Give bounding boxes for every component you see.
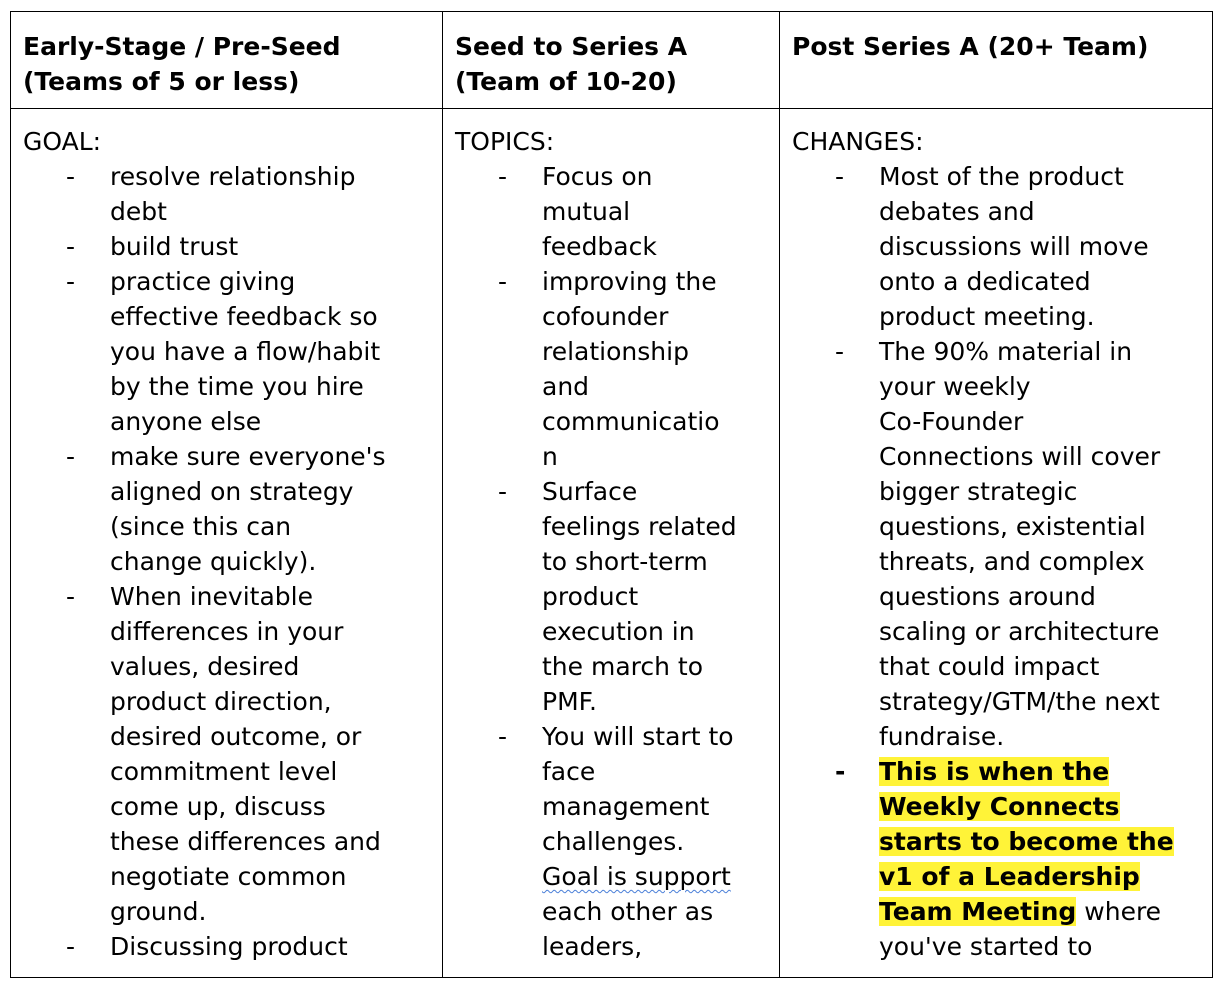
item-line: you've started to bbox=[879, 932, 1093, 961]
item-line: management bbox=[542, 792, 710, 821]
bullet-dash: - bbox=[66, 267, 76, 296]
changes-list bbox=[792, 159, 1200, 964]
item-line: ground. bbox=[110, 897, 207, 926]
highlighted-text: Weekly Connects bbox=[879, 792, 1120, 821]
item-line: commitment level bbox=[110, 757, 338, 786]
item-line: product meeting. bbox=[879, 302, 1095, 331]
item-line: fundraise. bbox=[879, 722, 1005, 751]
item-line: practice giving bbox=[110, 267, 296, 296]
item-line bbox=[879, 824, 1200, 859]
bullet-dash: - bbox=[66, 162, 76, 191]
highlighted-text: This is when the bbox=[879, 757, 1110, 786]
list-item bbox=[455, 474, 768, 719]
item-line: by the time you hire bbox=[110, 372, 364, 401]
bullet-dash: - bbox=[66, 232, 76, 261]
item-line: change quickly). bbox=[110, 547, 317, 576]
list-item bbox=[23, 579, 431, 929]
item-line: come up, discuss bbox=[110, 792, 326, 821]
section-label-changes: CHANGES: bbox=[792, 127, 924, 156]
goal-list bbox=[23, 159, 431, 964]
list-item bbox=[455, 264, 768, 474]
item-line: Connections will cover bbox=[879, 442, 1161, 471]
item-line: bigger strategic bbox=[879, 477, 1078, 506]
bullet-dash: - bbox=[835, 757, 846, 786]
item-line: and bbox=[542, 372, 590, 401]
list-item bbox=[455, 159, 768, 264]
item-line: improving the bbox=[542, 267, 717, 296]
item-line: feelings related bbox=[542, 512, 737, 541]
item-line: When inevitable bbox=[110, 582, 313, 611]
item-line: face bbox=[542, 757, 596, 786]
item-line bbox=[879, 859, 1200, 894]
item-line: you have a flow/habit bbox=[110, 337, 381, 366]
list-item bbox=[23, 264, 431, 439]
item-line: debates and bbox=[879, 197, 1035, 226]
item-line: You will start to bbox=[542, 722, 734, 751]
item-line: your weekly bbox=[879, 372, 1031, 401]
item-line: Discussing product bbox=[110, 932, 348, 961]
item-line: cofounder bbox=[542, 302, 669, 331]
item-line: PMF. bbox=[542, 687, 597, 716]
topics-list bbox=[455, 159, 768, 964]
item-line: these differences and bbox=[110, 827, 381, 856]
list-item bbox=[23, 159, 431, 229]
section-label-goal: GOAL: bbox=[23, 127, 102, 156]
item-line: to short-term bbox=[542, 547, 708, 576]
item-line: scaling or architecture bbox=[879, 617, 1160, 646]
item-line: onto a dedicated bbox=[879, 267, 1091, 296]
item-line: threats, and complex bbox=[879, 547, 1145, 576]
list-item bbox=[792, 159, 1200, 334]
item-line: questions around bbox=[879, 582, 1096, 611]
bullet-dash: - bbox=[498, 267, 508, 296]
bullet-dash: - bbox=[835, 337, 845, 366]
item-line: build trust bbox=[110, 232, 239, 261]
item-line bbox=[879, 754, 1200, 789]
item-line: product bbox=[542, 582, 639, 611]
header-line: Seed to Series A bbox=[455, 32, 688, 61]
list-item bbox=[792, 334, 1200, 754]
item-line: Focus on bbox=[542, 162, 653, 191]
body-cell-goal[interactable] bbox=[11, 109, 443, 977]
header-cell-post-series-a[interactable] bbox=[780, 12, 1212, 108]
document-table bbox=[10, 11, 1213, 978]
body-cell-topics[interactable] bbox=[443, 109, 780, 977]
header-line: (Team of 10-20) bbox=[455, 67, 677, 96]
spellcheck-underlined-text[interactable]: Goal is support bbox=[542, 862, 731, 891]
bullet-dash: - bbox=[498, 162, 508, 191]
item-line: Co-Founder bbox=[879, 407, 1024, 436]
trailing-text: where bbox=[1076, 897, 1162, 926]
bullet-dash: - bbox=[66, 442, 76, 471]
item-line bbox=[879, 789, 1200, 824]
section-label-topics: TOPICS: bbox=[455, 127, 555, 156]
item-line: n bbox=[542, 442, 558, 471]
bullet-dash: - bbox=[66, 932, 76, 961]
item-line: mutual bbox=[542, 197, 631, 226]
bullet-dash: - bbox=[66, 582, 76, 611]
item-line: questions, existential bbox=[879, 512, 1146, 541]
item-line: negotiate common bbox=[110, 862, 347, 891]
item-line: anyone else bbox=[110, 407, 262, 436]
item-line: Most of the product bbox=[879, 162, 1124, 191]
item-line: values, desired bbox=[110, 652, 300, 681]
header-line: Early-Stage / Pre-Seed bbox=[23, 32, 341, 61]
list-item-highlighted bbox=[792, 754, 1200, 964]
item-line: the march to bbox=[542, 652, 704, 681]
item-line: debt bbox=[110, 197, 167, 226]
list-item bbox=[23, 929, 431, 964]
item-line: relationship bbox=[542, 337, 689, 366]
item-line: (since this can bbox=[110, 512, 292, 541]
highlighted-text: Team Meeting bbox=[879, 897, 1077, 926]
item-line: make sure everyone's bbox=[110, 442, 386, 471]
item-line: feedback bbox=[542, 232, 657, 261]
header-cell-early-stage[interactable] bbox=[11, 12, 443, 108]
item-line: execution in bbox=[542, 617, 695, 646]
item-line: product direction, bbox=[110, 687, 332, 716]
bullet-dash: - bbox=[498, 477, 508, 506]
bullet-dash: - bbox=[835, 162, 845, 191]
spellcheck-line[interactable] bbox=[542, 859, 768, 894]
list-item bbox=[23, 229, 431, 264]
item-line: aligned on strategy bbox=[110, 477, 354, 506]
list-item bbox=[23, 439, 431, 579]
item-line: each other as bbox=[542, 897, 714, 926]
body-cell-changes[interactable] bbox=[780, 109, 1212, 977]
highlighted-text: starts to become the bbox=[879, 827, 1174, 856]
item-line: effective feedback so bbox=[110, 302, 378, 331]
item-line: strategy/GTM/the next bbox=[879, 687, 1160, 716]
item-line: challenges. bbox=[542, 827, 685, 856]
header-line: Post Series A (20+ Team) bbox=[792, 32, 1149, 61]
list-item bbox=[455, 719, 768, 964]
item-line: Surface bbox=[542, 477, 638, 506]
item-line: leaders, bbox=[542, 932, 643, 961]
bullet-dash: - bbox=[498, 722, 508, 751]
header-cell-seed-to-series-a[interactable] bbox=[443, 12, 780, 108]
highlighted-text: v1 of a Leadership bbox=[879, 862, 1140, 891]
item-line: communicatio bbox=[542, 407, 720, 436]
item-line: The 90% material in bbox=[879, 337, 1133, 366]
item-line: desired outcome, or bbox=[110, 722, 362, 751]
item-line: discussions will move bbox=[879, 232, 1149, 261]
item-line: resolve relationship bbox=[110, 162, 356, 191]
item-line bbox=[879, 894, 1200, 929]
item-line: that could impact bbox=[879, 652, 1100, 681]
header-line: (Teams of 5 or less) bbox=[23, 67, 300, 96]
item-line: differences in your bbox=[110, 617, 344, 646]
